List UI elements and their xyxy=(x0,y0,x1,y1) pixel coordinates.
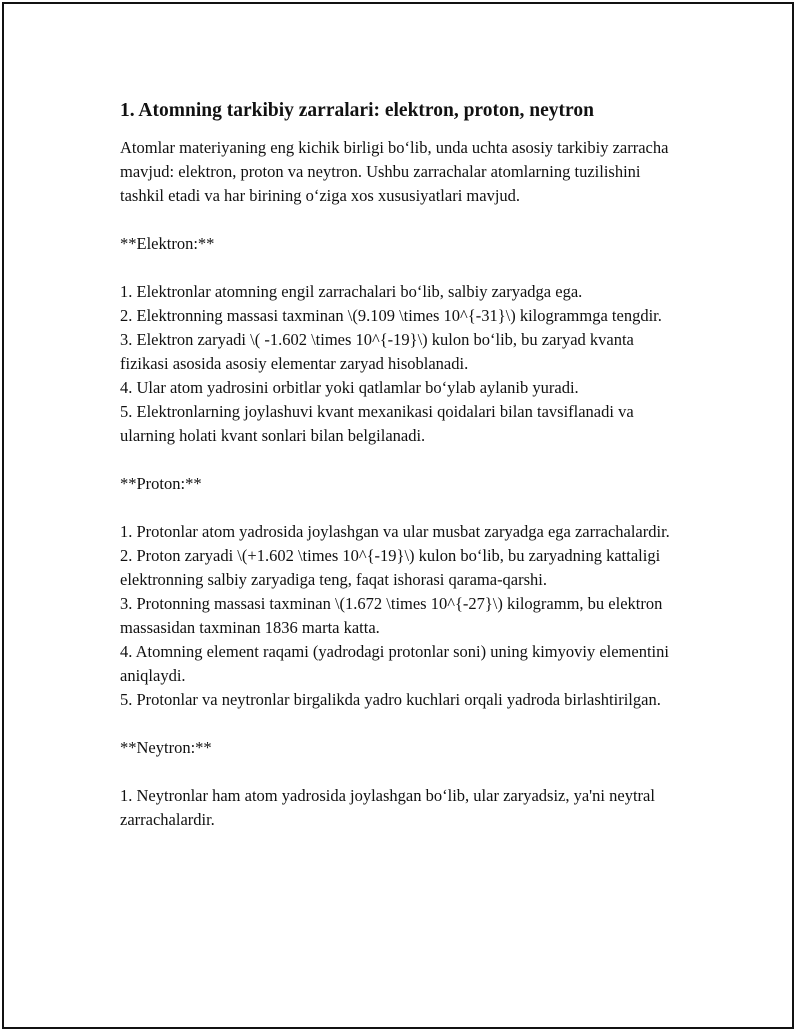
spacer xyxy=(120,256,680,280)
proton-item: 4. Atomning element raqami (yadrodagi protonlar soni) uning kimyoviy elementini aniqlaydi. xyxy=(120,642,669,685)
spacer xyxy=(120,208,680,232)
neutron-heading: **Neytron:** xyxy=(120,738,212,757)
proton-item: 3. Protonning massasi taxminan \(1.672 \times 10^{-27}\) kilogramm, bu elektron massasidan taxminan 1836 marta katta. xyxy=(120,594,663,637)
electron-item: 2. Elektronning massasi taxminan \(9.109 \times 10^{-31}\) kilogrammga tengdir. xyxy=(120,306,662,325)
document-body xyxy=(120,98,680,832)
proton-heading: **Proton:** xyxy=(120,474,202,493)
electron-item: 5. Elektronlarning joylashuvi kvant mexanikasi qoidalari bilan tavsiflanadi va ularning holati kvant sonlari bilan belgilanadi. xyxy=(120,402,634,445)
proton-item: 1. Protonlar atom yadrosida joylashgan va ular musbat zaryadga ega zarrachalardir. xyxy=(120,522,670,541)
document-page xyxy=(2,2,794,1029)
electron-item: 1. Elektronlar atomning engil zarrachalari bo‘lib, salbiy zaryadga ega. xyxy=(120,282,583,301)
electron-item: 3. Elektron zaryadi \( -1.602 \times 10^{-19}\) kulon bo‘lib, bu zaryad kvanta fizikasi asosida asosiy elementar zaryad hisoblanadi. xyxy=(120,330,634,373)
intro-paragraph: Atomlar materiyaning eng kichik birligi bo‘lib, unda uchta asosiy tarkibiy zarracha mavjud: elektron, proton va neytron. Ushbu zarrachalar atomlarning tuzilishini tashkil etadi va har birining o‘ziga xos xususiyatlari mavjud. xyxy=(120,138,669,205)
electron-heading: **Elektron:** xyxy=(120,234,215,253)
section-title: 1. Atomning tarkibiy zarralari: elektron, proton, neytron xyxy=(120,100,594,121)
spacer xyxy=(120,496,680,520)
neutron-item: 1. Neytronlar ham atom yadrosida joylashgan bo‘lib, ular zaryadsiz, ya'ni neytral zarrachalardir. xyxy=(120,786,655,829)
spacer xyxy=(120,448,680,472)
proton-item: 5. Protonlar va neytronlar birgalikda yadro kuchlari orqali yadroda birlashtirilgan. xyxy=(120,690,661,709)
spacer xyxy=(120,760,680,784)
electron-item: 4. Ular atom yadrosini orbitlar yoki qatlamlar bo‘ylab aylanib yuradi. xyxy=(120,378,579,397)
proton-item: 2. Proton zaryadi \(+1.602 \times 10^{-19}\) kulon bo‘lib, bu zaryadning kattaligi elektronning salbiy zaryadiga teng, faqat ishorasi qarama-qarshi. xyxy=(120,546,661,589)
spacer xyxy=(120,712,680,736)
